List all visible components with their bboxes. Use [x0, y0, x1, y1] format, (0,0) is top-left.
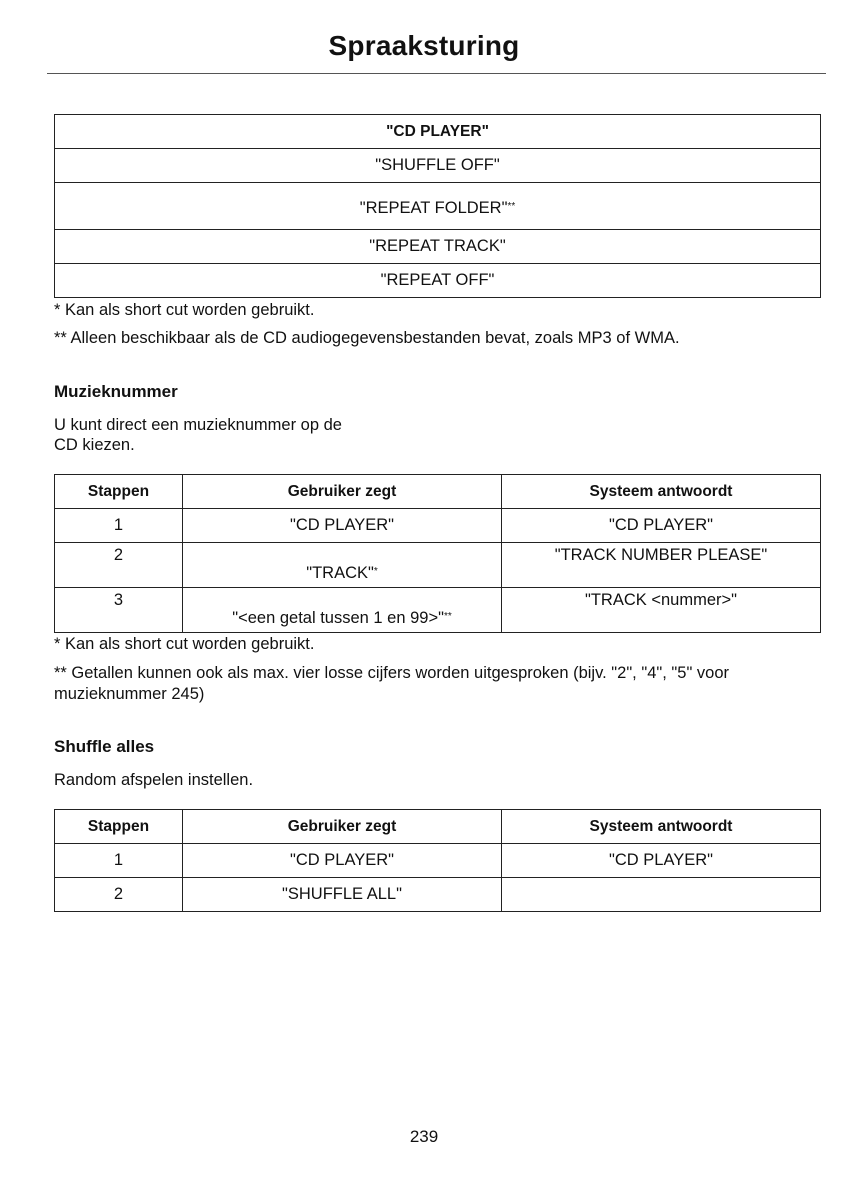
- cd-player-commands-table: [54, 114, 821, 298]
- table-row: [55, 844, 821, 878]
- footnote-mark: **: [507, 200, 516, 212]
- intro-line: CD kiezen.: [54, 436, 135, 454]
- intro-line: U kunt direct een muzieknummer op de: [54, 416, 342, 434]
- footnote: ** Getallen kunnen ook als max. vier losse cijfers worden uitgesproken (bijv. "2", "4", "5" voor muzieknummer 245): [54, 664, 729, 703]
- user-says-cell: [183, 543, 502, 588]
- user-says-cell: [183, 509, 502, 543]
- command-text: "REPEAT OFF": [380, 271, 495, 289]
- column-header-user-says: Gebruiker zegt: [183, 475, 502, 509]
- system-responds-cell: [502, 878, 821, 912]
- step-cell: 1: [55, 509, 183, 543]
- table-cell: [55, 183, 821, 230]
- table-row: [55, 588, 821, 633]
- table-header-cell: "CD PLAYER": [55, 115, 821, 149]
- table-cell: [55, 230, 821, 264]
- page-title: Spraaksturing: [328, 30, 520, 61]
- title-divider: [47, 73, 826, 74]
- table-cell: [55, 149, 821, 183]
- footnote-mark: **: [443, 611, 452, 622]
- step-cell: 2: [55, 543, 183, 588]
- step-cell: 1: [55, 844, 183, 878]
- user-says-cell: "SHUFFLE ALL": [183, 878, 502, 912]
- system-responds-cell: "CD PLAYER": [502, 844, 821, 878]
- user-says-text: "TRACK": [306, 564, 374, 582]
- column-header-steps: Stappen: [55, 475, 183, 509]
- user-says-text: "<een getal tussen 1 en 99>": [232, 609, 444, 627]
- table-row: [55, 509, 821, 543]
- system-responds-cell: "TRACK NUMBER PLEASE": [502, 543, 821, 588]
- system-responds-cell: "TRACK <nummer>": [502, 588, 821, 633]
- step-cell: 2: [55, 878, 183, 912]
- footnote: * Kan als short cut worden gebruikt.: [54, 635, 315, 653]
- command-text: "REPEAT FOLDER": [359, 198, 508, 217]
- column-header-system-responds: Systeem antwoordt: [502, 810, 821, 844]
- table-cell: [55, 264, 821, 298]
- column-header-system-responds: Systeem antwoordt: [502, 475, 821, 509]
- footnote-mark: *: [373, 566, 378, 577]
- shuffle-steps-table: [54, 809, 821, 912]
- column-header-steps: Stappen: [55, 810, 183, 844]
- muzieknummer-steps-table: [54, 474, 821, 633]
- user-says-cell: [183, 588, 502, 633]
- section-intro: Random afspelen instellen.: [54, 771, 254, 789]
- table-row: [55, 543, 821, 588]
- page-number: 239: [409, 1127, 439, 1146]
- column-header-user-says: Gebruiker zegt: [183, 810, 502, 844]
- section-heading-muzieknummer: Muzieknummer: [54, 382, 178, 401]
- user-says-text: "CD PLAYER": [289, 516, 395, 534]
- section-heading-shuffle-alles: Shuffle alles: [54, 737, 155, 756]
- step-cell: 3: [55, 588, 183, 633]
- section-intro: [54, 415, 434, 455]
- footnote: ** Alleen beschikbaar als de CD audiogegevensbestanden bevat, zoals MP3 of WMA.: [54, 329, 680, 347]
- user-says-cell: "CD PLAYER": [183, 844, 502, 878]
- table-row: [55, 878, 821, 912]
- command-text: "SHUFFLE OFF": [375, 156, 500, 174]
- footnote: * Kan als short cut worden gebruikt.: [54, 301, 315, 319]
- command-text: "REPEAT TRACK": [369, 237, 506, 255]
- system-responds-cell: "CD PLAYER": [502, 509, 821, 543]
